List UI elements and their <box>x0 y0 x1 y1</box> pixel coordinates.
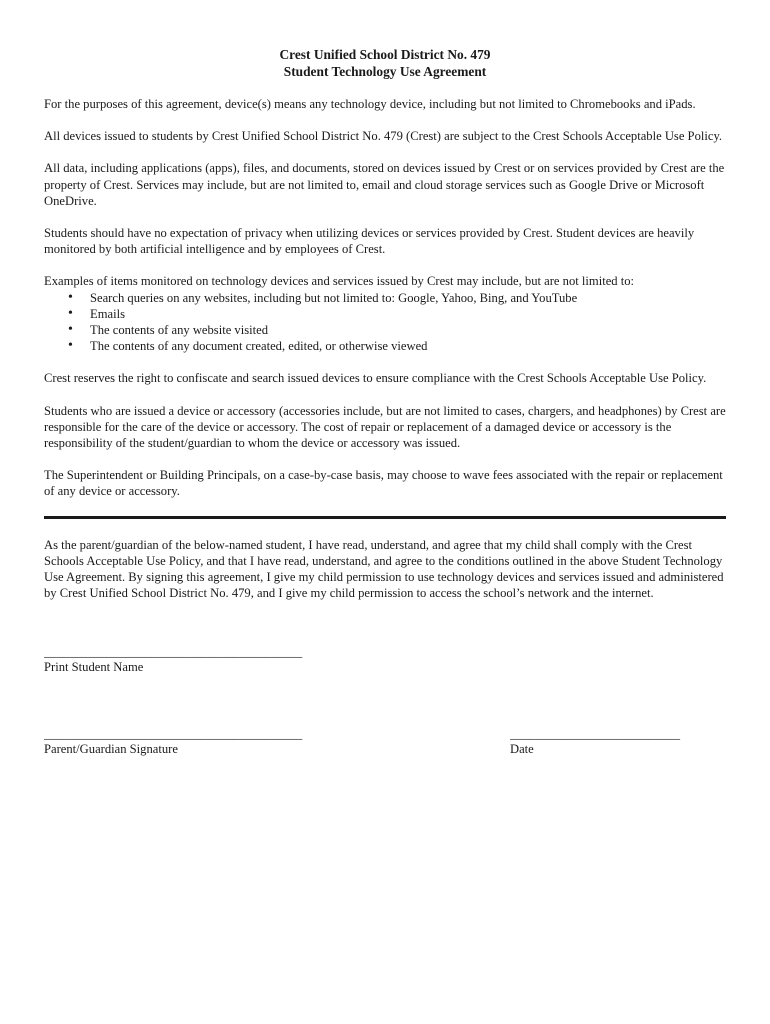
agreement-title: Student Technology Use Agreement <box>283 64 487 79</box>
date-line[interactable]: ___________________________ <box>510 727 681 742</box>
student-name-block <box>44 645 726 685</box>
confiscation-paragraph: Crest reserves the right to confiscate and search issued devices to ensure compliance with the Crest Schools Acceptable Use Policy. <box>44 371 707 386</box>
data-ownership-paragraph: All data, including applications (apps), files, and documents, stored on devices issued by Crest or on services provided by Crest are the property of Crest. Services may include, but are not limited to, email and cloud storage services such as Google Drive or Microsoft OneDrive. <box>44 161 725 208</box>
responsibility-paragraph: Students who are issued a device or accessory (accessories include, but are not limited to cases, chargers, and headphones) by Crest are responsible for the care of the device or accessory. The cost of repair or replacement of a damaged device or accessory is the responsibility of the student/guardian to whom the device or accessory was issued. <box>44 403 726 451</box>
consent-paragraph: As the parent/guardian of the below-named student, I have read, understand, and agree that my child shall comply with the Crest Schools Acceptable Use Policy, and that I have read, understand, and agree to the conditions outlined in the above Student Technology Use Agreement. By signing this agreement, I give my child permission to use technology devices and services issued and administered by Crest Unified School District No. 479, and I give my child permission to access the school’s network and the internet. <box>44 537 724 601</box>
date-label: Date <box>510 742 534 757</box>
list-item: • The contents of any document created, edited, or otherwise viewed <box>90 338 726 354</box>
district-title: Crest Unified School District No. 479 <box>279 47 491 62</box>
section-divider <box>44 516 726 519</box>
list-item: • Search queries on any websites, including but not limited to: Google, Yahoo, Bing, and YouTube <box>90 290 726 306</box>
monitoring-intro: Examples of items monitored on technology devices and services issued by Crest may include, but are not limited to: <box>44 274 635 289</box>
fee-waiver-paragraph: The Superintendent or Building Principals, on a case-by-case basis, may choose to wave fees associated with the repair or replacement of any device or accessory. <box>44 468 723 499</box>
list-item: • Emails <box>90 306 726 322</box>
list-item: • The contents of any website visited <box>90 322 726 338</box>
monitoring-list <box>44 290 726 355</box>
privacy-paragraph: Students should have no expectation of privacy when utilizing devices or services provided by Crest. Student devices are heavily monitored by both artificial intelligence and by employees of Crest. <box>44 226 695 257</box>
signature-block <box>44 727 726 767</box>
guardian-signature-line[interactable]: _________________________________________ <box>44 727 303 742</box>
student-name-label: Print Student Name <box>44 660 144 675</box>
policy-paragraph: All devices issued to students by Crest Unified School District No. 479 (Crest) are subject to the Crest Schools Acceptable Use Policy. <box>44 129 723 144</box>
student-name-line[interactable]: _________________________________________ <box>44 645 303 660</box>
document-header <box>44 46 726 80</box>
definition-paragraph: For the purposes of this agreement, device(s) means any technology device, including but not limited to Chromebooks and iPads. <box>44 97 696 111</box>
guardian-signature-label: Parent/Guardian Signature <box>44 742 178 757</box>
